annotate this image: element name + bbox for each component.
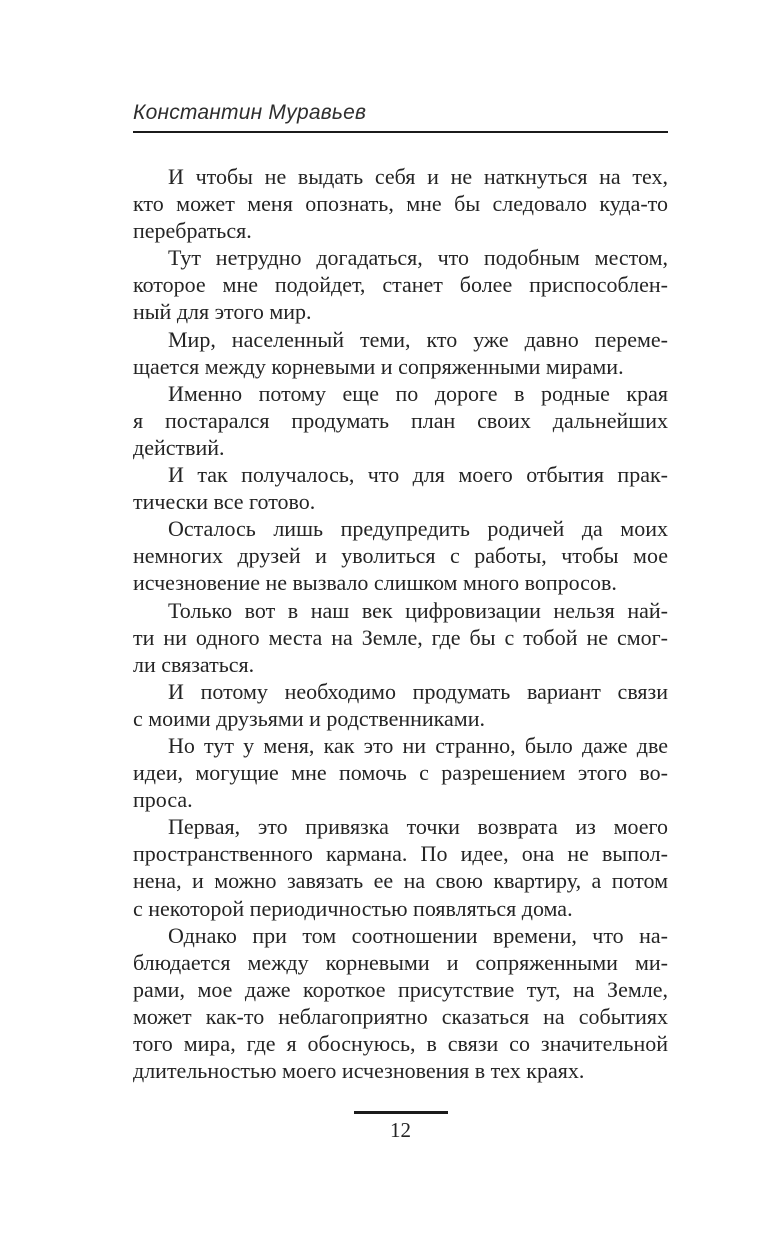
- text-line: Только вот в наш век цифровизации нельзя най-: [168, 597, 668, 623]
- text-line: рами, мое даже короткое присутствие тут, на Земле,: [133, 976, 668, 1002]
- text-line: нена, и можно завязать ее на свою квартиру, а потом: [133, 868, 668, 894]
- text-line: кто может меня опознать, мне бы следовало куда-то: [133, 191, 668, 217]
- text-line: ный для этого мир.: [133, 299, 312, 325]
- page-header: [133, 101, 668, 133]
- text-line: которое мне подойдет, станет более приспособлен-: [133, 272, 668, 298]
- text-line: длительностью моего исчезновения в тех краях.: [133, 1058, 585, 1084]
- text-line: тически все готово.: [133, 489, 316, 515]
- text-line: щается между корневыми и сопряженными мирами.: [133, 353, 624, 379]
- text-line: может как-то неблагоприятно сказаться на событиях: [133, 1003, 668, 1029]
- text-line: исчезновение не вызвало слишком много вопросов.: [133, 570, 617, 596]
- text-line: проса.: [133, 787, 193, 813]
- text-line: И потому необходимо продумать вариант связи: [168, 678, 668, 704]
- text-line: И так получалось, что для моего отбытия прак-: [168, 462, 668, 488]
- paragraph: [133, 163, 668, 244]
- paragraph: [133, 244, 668, 325]
- text-line: с некоторой периодичностью появляться дома.: [133, 895, 573, 921]
- text-line: Но тут у меня, как это ни странно, было даже две: [168, 732, 668, 758]
- paragraph: [133, 515, 668, 596]
- text-line: ли связаться.: [133, 651, 255, 677]
- text-line: ти ни одного места на Земле, где бы с тобой не смог-: [133, 624, 668, 650]
- paragraph: [133, 461, 668, 515]
- paragraph: [133, 678, 668, 732]
- text-line: И чтобы не выдать себя и не наткнуться на тех,: [168, 164, 668, 189]
- paragraph: [133, 813, 668, 921]
- text-line: я постарался продумать план своих дальнейших: [133, 407, 668, 433]
- page-number: 12: [390, 1118, 411, 1142]
- text-line: Мир, населенный теми, кто уже давно переме-: [168, 326, 668, 352]
- text-line: Именно потому еще по дороге в родные края: [168, 380, 668, 406]
- body-text: [133, 163, 668, 1084]
- text-line: Первая, это привязка точки возврата из моего: [168, 814, 668, 840]
- text-line: того мира, где я обоснуюсь, в связи со значительной: [133, 1031, 668, 1056]
- text-line: пространственного кармана. По идее, она не выпол-: [133, 841, 668, 867]
- running-head-author: Константин Муравьев: [133, 101, 367, 124]
- text-line: идеи, могущие мне помочь с разрешением этого во-: [133, 760, 668, 786]
- paragraph: [133, 732, 668, 813]
- text-line: блюдается между корневыми и сопряженными ми-: [133, 949, 668, 975]
- text-line: с моими друзьями и родственниками.: [133, 705, 485, 731]
- text-line: Однако при том соотношении времени, что на-: [168, 922, 668, 948]
- text-line: действий.: [133, 434, 225, 460]
- footer-rule: [354, 1111, 448, 1114]
- paragraph: [133, 922, 668, 1085]
- paragraph: [133, 380, 668, 461]
- paragraph: [133, 326, 668, 380]
- text-line: Осталось лишь предупредить родичей да моих: [168, 516, 668, 542]
- text-line: перебраться.: [133, 218, 252, 244]
- page-footer: [133, 1111, 668, 1142]
- text-line: Тут нетрудно догадаться, что подобным местом,: [168, 245, 668, 271]
- text-line: немногих друзей и уволиться с работы, чтобы мое: [133, 543, 668, 569]
- header-rule: [133, 131, 668, 133]
- paragraph: [133, 597, 668, 678]
